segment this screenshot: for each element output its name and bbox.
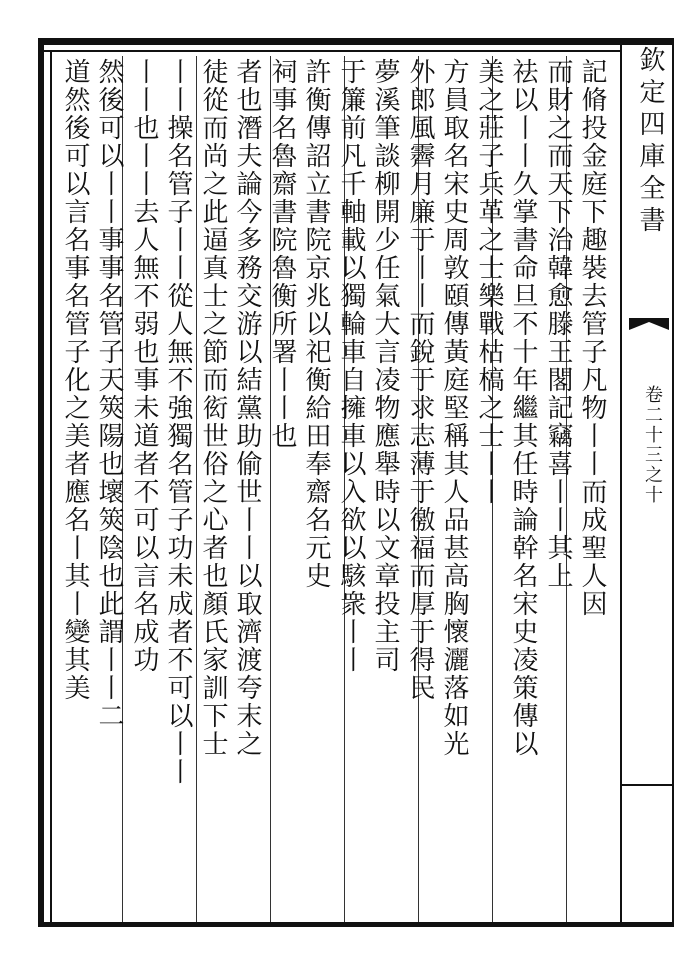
text-column: 祠事名魯齋書院魯衡所署丨丨也 xyxy=(267,58,297,450)
text-column: 夢溪筆談柳開少任氣大言凌物應舉時以文章投主司 xyxy=(370,58,400,674)
text-column: 記脩投金庭下趣裝去管子凡物丨丨而成聖人因 xyxy=(577,58,607,618)
frame-top-inner-rule xyxy=(38,50,620,52)
frame-top-rule xyxy=(38,38,620,45)
text-column: 而財之而天下治韓愈滕王閣記竊喜丨丨其上 xyxy=(543,58,573,590)
margin-title: 欽定四庫全書 xyxy=(635,46,665,238)
text-column: 道然後可以言名事名管子化之美者應名丨其丨變其美 xyxy=(60,58,90,702)
fishtail-mark xyxy=(629,318,669,330)
margin-bottom-rule xyxy=(620,922,674,927)
text-column: 徒從而尚之此逼真士之節而衒世俗之心者也顏氏家訓下士 xyxy=(198,58,228,758)
text-column: 美之莊子兵革之士樂戰枯槁之士丨丨 xyxy=(474,58,504,506)
frame-bottom-rule xyxy=(38,922,620,927)
text-column: 丨丨操名管子丨丨從人無不強獨名管子功未成者不可以丨丨 xyxy=(163,58,193,786)
frame-left-inner-rule xyxy=(50,50,52,922)
text-column: 祛以丨丨久掌書命旦不十年繼其任時論幹名宋史凌策傳以 xyxy=(508,58,538,758)
frame-right-rule xyxy=(620,38,622,927)
text-column: 者也潛夫論今多務交游以結黨助偷世丨丨以取濟渡夸末之 xyxy=(232,58,262,758)
text-column: 外郎風霽月廉于丨丨而銳于求志薄于徼福而厚于得民 xyxy=(405,58,435,702)
frame-left-rule xyxy=(38,38,44,927)
text-column: 于簾前凡千軸載以獨輪車自擁車以入欲以駭衆丨丨 xyxy=(336,58,366,674)
margin-volume: 卷二十三之十 xyxy=(642,385,663,505)
text-column: 方員取名宋史周敦頤傳黃庭堅稱其人品甚高胸懷灑落如光 xyxy=(439,58,469,758)
margin-lower-rule xyxy=(622,784,672,786)
text-column: 許衡傳詔立書院京兆以祀衡給田奉齋名元史 xyxy=(301,58,331,590)
margin-top-rule xyxy=(620,38,674,45)
text-column: 丨丨也丨丨去人無不弱也事未道者不可以言名成功 xyxy=(129,58,159,674)
margin-strip-rule xyxy=(672,38,674,927)
text-column: 然後可以丨丨事事名管子天筴陽也壞筴陰也此謂丨丨二 xyxy=(94,58,124,730)
